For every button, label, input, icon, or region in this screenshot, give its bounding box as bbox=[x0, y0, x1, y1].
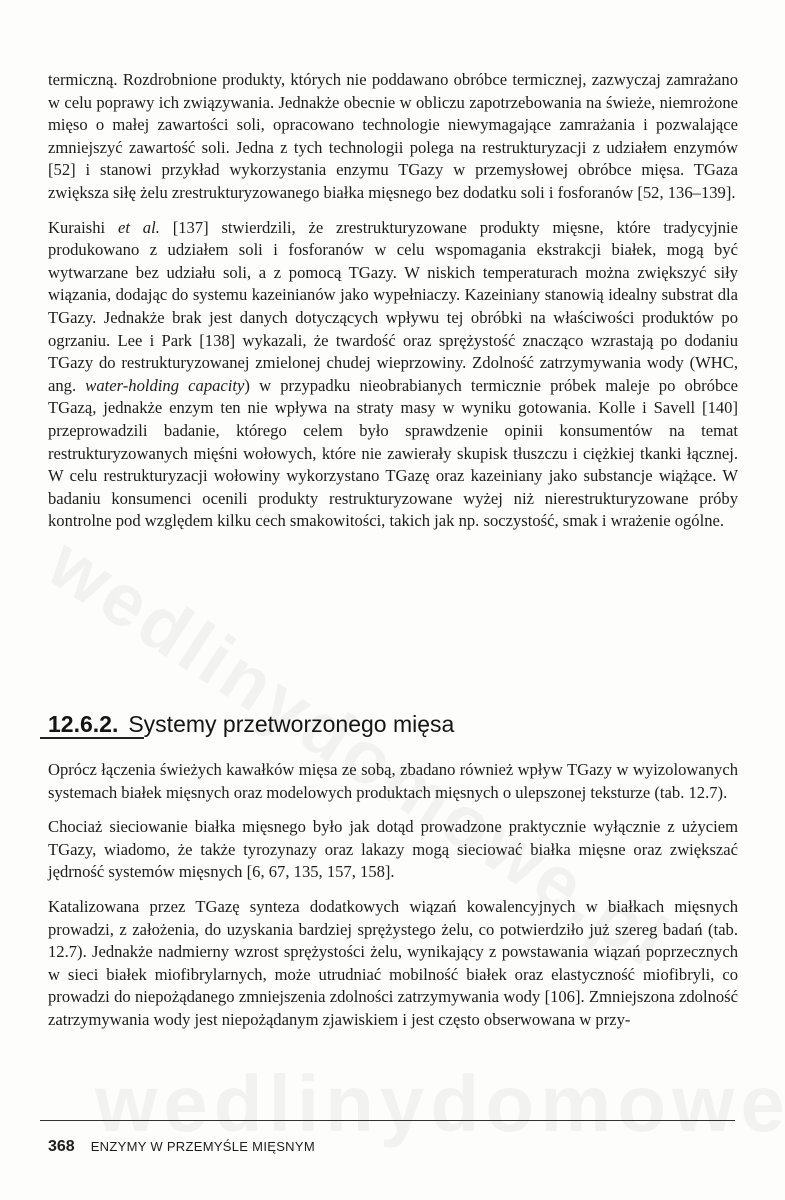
page-footer bbox=[48, 1138, 315, 1156]
paragraph-crosslinking: Chociaż sieciowanie białka mięsnego było jak dotąd prowadzone praktycznie wyłącznie z użyciem TGazy, wiadomo, że także tyrozynazy oraz lakazy mogą sieciować białka mięsne oraz zwiększać jędrność systemów mięsnych [6, 67, 135, 157, 158]. bbox=[48, 817, 738, 882]
paragraph-isolated-systems: Oprócz łączenia świeżych kawałków mięsa ze sobą, zbadano również wpływ TGazy w wyizolowanych systemach białek mięsnych oraz modelowych produktach mięsnych o ulepszonej teksturze (tab. 12.7). bbox=[48, 760, 738, 802]
paragraph-kuraishi-post: ) w przypadku nieobrabianych termicznie próbek maleje po obróbce TGazą, jednakże enzym ten nie wpływa na straty masy w wyniku gotowania. Kolle i Savell [140] przeprowadzili badanie, którego celem było sprawdzenie opinii konsumentów na temat restrukturyzowanych mięśni wołowych, które nie zawierały skupisk tłuszczu i ciężkiej tkanki łącznej. W celu restrukturyzacji wołowiny wykorzystano TGazę oraz kazeiniany jako substancje wiążące. W badaniu konsumenci ocenili produkty restrukturyzowane wyżej niż nierestrukturyzowane próby kontrolne pod względem kilku cech smakowitości, takich jak np. soczystość, smak i wrażenie ogólne. bbox=[48, 375, 738, 531]
upper-text-block bbox=[48, 69, 738, 533]
running-title: ENZYMY W PRZEMYŚLE MIĘSNYM bbox=[90, 1139, 315, 1154]
bottom-watermark bbox=[95, 1058, 785, 1150]
page-number: 368 bbox=[48, 1138, 75, 1155]
footer-rule bbox=[40, 1120, 735, 1121]
term-water-holding-capacity: water-holding capacity bbox=[85, 375, 245, 395]
lower-text-block bbox=[48, 759, 738, 1032]
section-number: 12.6.2. bbox=[48, 711, 119, 737]
section-title: Systemy przetworzonego mięsa bbox=[128, 711, 455, 737]
paragraph-gel-elasticity: Katalizowana przez TGazę synteza dodatkowych wiązań kowalencyjnych w białkach mięsnych prowadzi, z założenia, do uzyskania bardziej sprężystego żelu, co potwierdziło już szereg badań (tab. 12.7). Jednakże nadmierny wzrost sprężystości żelu, wynikający z powstawania wiązań poprzecznych w sieci białek miofibrylarnych, może utrudniać mobilność białek oraz elastyczność miofibryli, co prowadzi do niepożądanego zmniejszenia zdolności zatrzymywania wody [106]. Zmniejszona zdolność zatrzymywania wody jest niepożądanym zjawiskiem i jest często obserwowana w przy- bbox=[48, 896, 738, 1029]
paragraph-restructuring: termiczną. Rozdrobnione produkty, których nie poddawano obróbce termicznej, zazwyczaj zamrażano w celu poprawy ich związywania. Jednakże obecnie w obliczu zapotrzebowania na świeże, niemrożone mięso o małej zawartości soli, opracowano technologie niewymagające zamrażania i pozwalające zmniejszyć zawartość soli. Jedna z tych technologii polega na restrukturyzacji z udziałem enzymów [52] i stanowi przykład wykorzystania enzymu TGazy w przemysłowej obróbce mięsa. TGaza zwiększa siłę żelu zrestrukturyzowanego białka mięsnego bez dodatku soli i fosforanów [52, 136–139]. bbox=[48, 70, 738, 202]
paragraph-kuraishi-mid: [137] stwierdzili, że zrestrukturyzowane produkty mięsne, które tradycyjnie produkowano z udziałem soli i fosforanów w celu wspomagania ekstrakcji białek, mogą być wytwarzane bez udziału soli, a z pomocą TGazy. W niskich temperaturach można zwiększyć siły wiązania, dodając do systemu kazeinianów jako wypełniaczy. Kazeiniany stanowią idealny substrat dla TGazy. Jednakże brak jest danych dotyczących wpływu tej obróbki na właściwości produktów po ogrzaniu. Lee i Park [138] wykazali, że twardość oraz sprężystość znacząco wzrastają po dodaniu TGazy do restrukturyzowanej zmielonej chudej wieprzowiny. Zdolność zatrzymywania wody (WHC, ang. bbox=[48, 217, 739, 395]
paragraph-kuraishi bbox=[48, 217, 738, 533]
paragraph-kuraishi-pre: Kuraishi bbox=[48, 217, 118, 237]
section-heading bbox=[48, 710, 454, 738]
citation-et-al: et al. bbox=[117, 217, 160, 237]
section-number-underline bbox=[40, 737, 144, 739]
